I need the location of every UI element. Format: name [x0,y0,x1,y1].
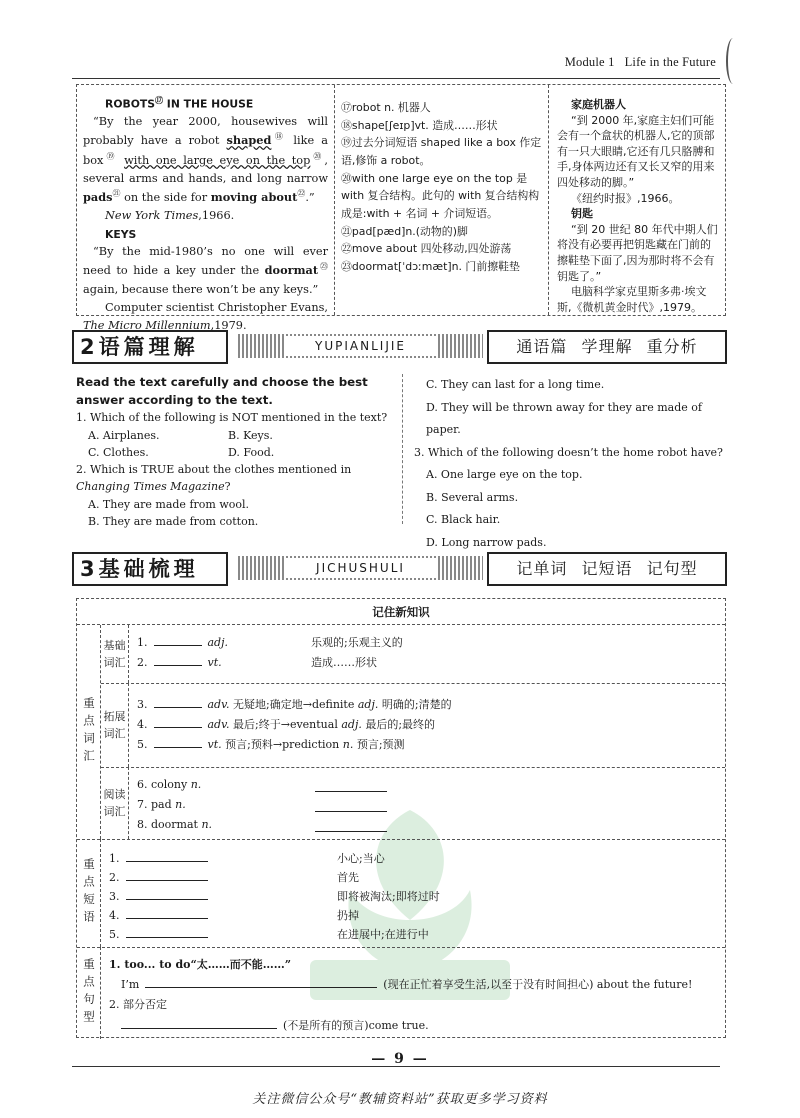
source-nyt: New York Times,1966. [105,209,235,223]
reading-section [76,374,726,549]
option[interactable]: D. They will be thrown away for they are made of paper. [426,400,702,437]
option[interactable]: C. Black hair. [426,513,501,527]
phrase-meaning: 小心;当心 [337,852,385,865]
option[interactable]: D. Food. [228,445,275,459]
note-item: ⑱shape[ʃeɪp]vt. 造成……形状 [341,118,498,132]
options-row [76,427,396,444]
vocab-blank-row [309,819,393,838]
answer-blank[interactable] [121,1017,277,1029]
reading-instruction: Read the text carefully and choose the best answer according to the text. [76,375,368,407]
translation-title-keys: 钥匙 [571,207,593,221]
translation-source: 电脑科学家克里斯多弗·埃文斯,《微机黄金时代》,1979。 [557,285,707,314]
answer-blank[interactable] [315,820,387,832]
translation-title-robots: 家庭机器人 [571,98,626,111]
question-3: 3. Which of the following doesn’t the home robot have? [414,445,723,459]
answer-blank[interactable] [154,716,202,728]
row-divider [101,683,725,684]
translation-paragraph: “到 2000 年,家庭主妇们可能会有一个盒状的机器人,它的顶部有一只大眼睛,它还有几只胳膊和手,身体两边还有又长又窄的用来四处移动的脚。” [557,113,715,190]
sentence-row: I’m (现在正忙着享受生活,以至于没有时间担心) about the future! [121,978,693,991]
answer-blank[interactable] [154,654,202,666]
answer-blank[interactable] [126,869,208,881]
phrase-meaning: 即将被淘汰;即将过时 [337,890,440,903]
note-item: ㉑pad[pæd]n.(动物的)脚 [341,224,468,238]
header-ornament [726,38,740,84]
vocab-row: 6. colony n. [137,778,202,791]
answer-blank[interactable] [315,780,387,792]
note-item: ㉒move about 四处移动,四处游荡 [341,242,512,256]
answer-blank[interactable] [154,696,202,708]
answer-blank[interactable] [154,634,202,646]
translation-column [549,85,727,315]
option[interactable]: D. Long narrow pads. [426,535,547,549]
reading-left [76,374,396,530]
passage-column [77,85,335,333]
column-divider [402,374,403,524]
phrase-group-head: 重点短语 [77,839,101,947]
section-title: 2语篇理解 [72,330,228,364]
robots-heading: ROBOTS⑰ IN THE HOUSE [105,96,254,111]
sentence-pattern-title: 2. 部分否定 [109,998,167,1011]
phrase-meaning: 首先 [337,871,359,884]
question-2: 2. Which is TRUE about the clothes mentioned in Changing Times Magazine? [76,463,352,494]
vocab-row: 1. adj. [137,636,229,649]
vocab-row: 8. doormat n. [137,818,213,831]
basic-vocab-head: 基础词汇 [101,625,129,683]
phrase-meaning: 在进展中;在进行中 [337,928,429,941]
answer-blank[interactable] [145,976,377,988]
keys-paragraph: “By the mid-1980’s no one will ever need to hide a key under the doormat$^㉓$ again, because there won’t be any keys.” [83,245,329,296]
option[interactable]: B. Several arms. [426,490,519,504]
header-rule [72,78,720,79]
option[interactable]: B. They are made from cotton. [88,514,259,528]
section-pinyin: YUPIANLIJIE [238,334,483,358]
vocab-meaning: 乐观的;乐观主义的 [311,636,403,649]
sentence-group-head: 重点句型 [77,947,101,1039]
footer-rule [72,1066,720,1067]
keys-heading: KEYS [105,227,137,241]
options-row [76,444,396,461]
translation-paragraph: “到 20 世纪 80 年代中期人们将没有必要再把钥匙藏在门前的擦鞋垫下面了,因为那时将不会有钥匙了。” [557,222,718,283]
vocab-row: 2. vt. [137,656,222,669]
option[interactable]: A. One large eye on the top. [426,468,583,482]
note-item: ㉓doormat[ˈdɔːmæt]n. 门前擦鞋垫 [341,259,520,273]
vocab-row: 5. vt. 预言;预料→prediction n. 预言;预测 [137,738,405,751]
section-banner-reading [72,330,727,364]
vocab-group-head: 重点词汇 [77,625,101,839]
reading-vocab-head: 阅读词汇 [101,767,129,839]
phrase-row: 3. [109,887,214,906]
phrase-row: 5. [109,925,214,944]
extended-vocab-head: 拓展词汇 [101,683,129,767]
module-label: Module 1 [564,55,615,69]
answer-blank[interactable] [126,888,208,900]
answer-blank[interactable] [126,926,208,938]
section-slogan: 记单词 记短语 记句型 [487,552,727,586]
option[interactable]: C. Clothes. [88,445,149,459]
row-divider [101,767,725,768]
translation-source: 《纽约时报》,1966。 [571,191,680,205]
vocab-blank-row [309,779,393,798]
notes-column [335,85,549,315]
robots-paragraph: “By the year 2000, housewives will probably have a robot shaped⑱ like a box⑲ with one large eye on the top⑳, several arms and hands, and long narrow pads$^㉑$ on the side for moving about$^㉒$.” [83,115,329,205]
option[interactable]: B. Keys. [228,428,273,442]
phrase-row: 1. [109,849,214,868]
footer-note: 关注微信公众号“教辅资料站”获取更多学习资料 [252,1092,548,1107]
note-item: ⑳with one large eye on the top 是 with 复合结构。此句的 with 复合结构构成是:with + 名词 + 介词短语。 [341,171,540,220]
section-banner-basics [72,552,727,586]
question-1: 1. Which of the following is NOT mentioned in the text? [76,411,388,425]
answer-blank[interactable] [126,907,208,919]
passage-box [76,84,726,333]
sentence-row: (不是所有的预言)come true. [115,1016,429,1035]
option[interactable]: A. Airplanes. [88,428,160,442]
module-title: Life in the Future [624,55,716,69]
note-item: ⑲过去分词短语 shaped like a box 作定语,修饰 a robot。 [341,136,542,167]
knowledge-table [76,598,726,1038]
reading-right [414,374,726,554]
answer-blank[interactable] [126,850,208,862]
vocab-row: 4. adv. 最后;终于→eventual adj. 最后的;最终的 [137,718,436,731]
running-header [565,53,716,72]
note-item: ⑰robot n. 机器人 [341,101,431,114]
table-title: 记住新知识 [77,599,725,625]
section-slogan: 通语篇 学理解 重分析 [487,330,727,364]
source-evans: Computer scientist Christopher Evans, The Micro Millennium,1979. [83,301,328,333]
phrase-meaning: 扔掉 [337,909,359,922]
vocab-blank-row [309,799,393,818]
phrase-row: 2. [109,868,214,887]
option[interactable]: C. They can last for a long time. [426,378,605,391]
sentence-pattern-title: 1. too... to do“太……而不能……” [109,958,292,971]
section-pinyin: JICHUSHULI [238,556,483,580]
vocab-row: 3. adv. 无疑地;确定地→definite adj. 明确的;清楚的 [137,698,452,711]
answer-blank[interactable] [154,736,202,748]
phrase-row: 4. [109,906,214,925]
section-title: 3基础梳理 [72,552,228,586]
vocab-row: 7. pad n. [137,798,186,811]
section-divider [77,947,725,948]
section-divider [77,839,725,840]
option[interactable]: A. They are made from wool. [88,497,249,511]
vocab-meaning: 造成……形状 [311,656,377,669]
answer-blank[interactable] [315,800,387,812]
page-number: — 9 — [371,1051,429,1067]
